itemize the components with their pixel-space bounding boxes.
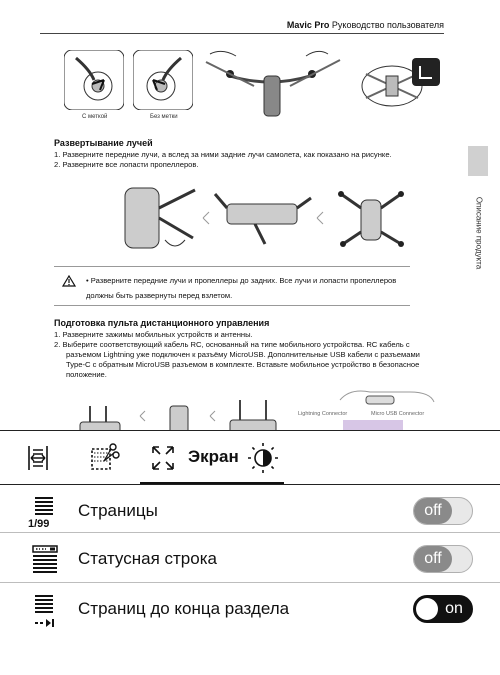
setting-label-pages-to-end: Страниц до конца раздела — [78, 599, 290, 618]
view-toolbar — [0, 430, 500, 485]
caption-marked: С меткой — [82, 114, 108, 120]
contrast-button[interactable] — [240, 431, 286, 485]
pages-to-end-toggle[interactable] — [413, 595, 473, 623]
header-title: Руководство пользователя — [331, 20, 444, 30]
fullscreen-icon — [149, 443, 177, 473]
list-item: 1. Разверните передние лучи, а вслед за ними задние лучи самолета, как показано на рисунке. — [54, 150, 392, 159]
toggle-state: on — [445, 600, 463, 617]
warning-icon — [62, 275, 76, 287]
pages-toggle[interactable] — [413, 497, 473, 525]
drone-top-illustration — [200, 46, 350, 121]
toggle-knob — [416, 598, 438, 620]
section-list-remote — [54, 330, 424, 380]
side-tab-marker — [468, 146, 488, 176]
crop-button[interactable] — [76, 431, 130, 485]
warning-note — [54, 266, 410, 306]
list-item: 2. Выберите соответствующий кабель RC, основанный на типе мобильного устройства. RC кабель с разъемом Lightning уже подключен к разъёму MicroUSB. Дополнительные USB кабели с разъемами Type-C с обратным MicroUSB разъемом в комплекте. Вставьте мобильное устройство в безопасное положение. — [54, 340, 420, 379]
section-list-arms — [54, 150, 424, 170]
lightning-connector-label: Lightning Connector — [298, 411, 348, 417]
status-bar-toggle[interactable] — [413, 545, 473, 573]
tab-screen-label: Экран — [188, 447, 239, 466]
section-title-remote: Подготовка пульта дистанционного управления — [54, 318, 270, 328]
drone-unfold-illustration — [115, 178, 415, 258]
remote-controller-illustration — [70, 396, 300, 430]
header-brand: Mavic Pro — [286, 20, 330, 30]
section-title-arms: Развертывание лучей — [54, 138, 153, 148]
crop-icon — [86, 441, 120, 475]
propeller-mount-illustration-marked — [64, 50, 124, 110]
pages-counter-text: 1/99 — [28, 518, 50, 530]
setting-label-status-bar: Статусная строка — [78, 549, 217, 568]
status-bar-icon — [30, 543, 60, 583]
fit-width-button[interactable] — [14, 431, 62, 485]
fit-width-icon — [25, 444, 51, 472]
setting-label-pages: Страницы — [78, 501, 158, 520]
list-item: 2. Разверните все лопасти пропеллеров. — [54, 160, 199, 169]
connector-highlight — [343, 420, 403, 430]
header-rule — [40, 33, 444, 34]
microusb-connector-label: Micro USB Connector — [371, 411, 425, 417]
page-header — [287, 20, 444, 30]
note-text: • Разверните передние лучи и пропеллеры до задних. Все лучи и лопасти пропеллеров должны быть развернуты перед взлетом. — [86, 276, 397, 300]
propeller-mount-illustration-unmarked — [133, 50, 193, 110]
toggle-state: off — [414, 498, 452, 524]
list-item: 1. Разверните зажимы мобильных устройств и антенны. — [54, 330, 253, 339]
propeller-install-illustration — [352, 50, 444, 114]
contrast-icon — [247, 442, 279, 474]
side-tab-label: Описание продукта — [474, 196, 484, 270]
fullscreen-button[interactable] — [144, 431, 182, 485]
toggle-state: off — [414, 546, 452, 572]
caption-unmarked: Без метки — [150, 114, 178, 120]
pages-to-end-icon — [30, 593, 60, 633]
setting-row-pages-to-end[interactable] — [0, 582, 500, 641]
